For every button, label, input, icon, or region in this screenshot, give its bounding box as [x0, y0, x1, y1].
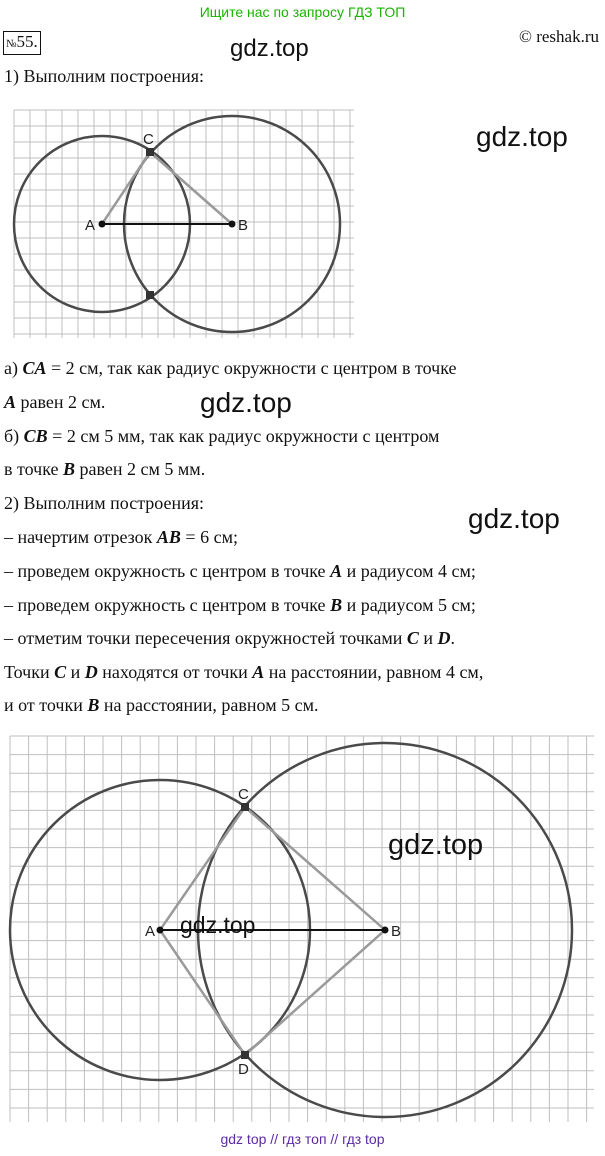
label-c: C — [143, 131, 154, 148]
step-1: – начертим отрезок AB = 6 см; — [4, 527, 238, 547]
footer-links: gdz top // гдз топ // гдз top — [220, 1131, 385, 1147]
figure-1 — [0, 102, 370, 342]
text-a-line2: A равен 2 см. — [4, 392, 106, 412]
point-lower — [146, 291, 154, 299]
point-d — [241, 1051, 249, 1059]
label-d: D — [238, 1061, 249, 1078]
text-b-line2: в точке B равен 2 см 5 мм. — [4, 459, 206, 479]
label-a: A — [145, 923, 156, 940]
task-number-value: 55. — [16, 32, 38, 51]
part1-heading: 1) Выполним построения: — [4, 66, 205, 86]
number-sign: № — [6, 38, 17, 50]
segment-ad — [160, 930, 245, 1055]
step-3: – проведем окружность с центром в точке B и радиусом 5 см; — [4, 595, 476, 615]
point-b — [229, 221, 236, 228]
segment-db — [245, 930, 385, 1055]
label-b: B — [391, 923, 402, 940]
point-a — [99, 221, 106, 228]
segment-cb — [150, 152, 232, 224]
watermark: gdz.top — [388, 829, 484, 861]
segment-cb — [245, 807, 385, 930]
figure-2 — [0, 730, 605, 1126]
top-banner: Ищите нас по запросу ГДЗ ТОП — [199, 4, 406, 20]
task-number — [3, 31, 41, 55]
copyright: © reshak.ru — [519, 27, 599, 46]
point-b — [382, 927, 389, 934]
conclusion-line1: Точки C и D находятся от точки A на расстоянии, равном 4 см, — [4, 662, 484, 682]
watermark: gdz.top — [200, 387, 292, 418]
step-2: – проведем окружность с центром в точке A и радиусом 4 см; — [4, 561, 476, 581]
watermark: gdz.top — [230, 35, 309, 62]
watermark: gdz.top — [180, 912, 256, 938]
label-b: B — [238, 217, 249, 234]
label-a: A — [85, 217, 96, 234]
watermark: gdz.top — [468, 503, 560, 534]
label-c: C — [238, 786, 249, 803]
part2-heading: 2) Выполним построения: — [4, 493, 205, 513]
conclusion-line2: и от точки B на расстоянии, равном 5 см. — [4, 695, 319, 715]
point-a — [157, 927, 164, 934]
text-b-line1: б) CB = 2 см 5 мм, так как радиус окружности с центром — [4, 426, 440, 446]
watermark: gdz.top — [476, 121, 568, 152]
point-c — [241, 803, 249, 811]
point-c — [146, 148, 154, 156]
text-a-line1: а) CA = 2 см, так как радиус окружности с центром в точке — [4, 358, 457, 378]
step-4: – отметим точки пересечения окружностей точками C и D. — [4, 628, 456, 648]
